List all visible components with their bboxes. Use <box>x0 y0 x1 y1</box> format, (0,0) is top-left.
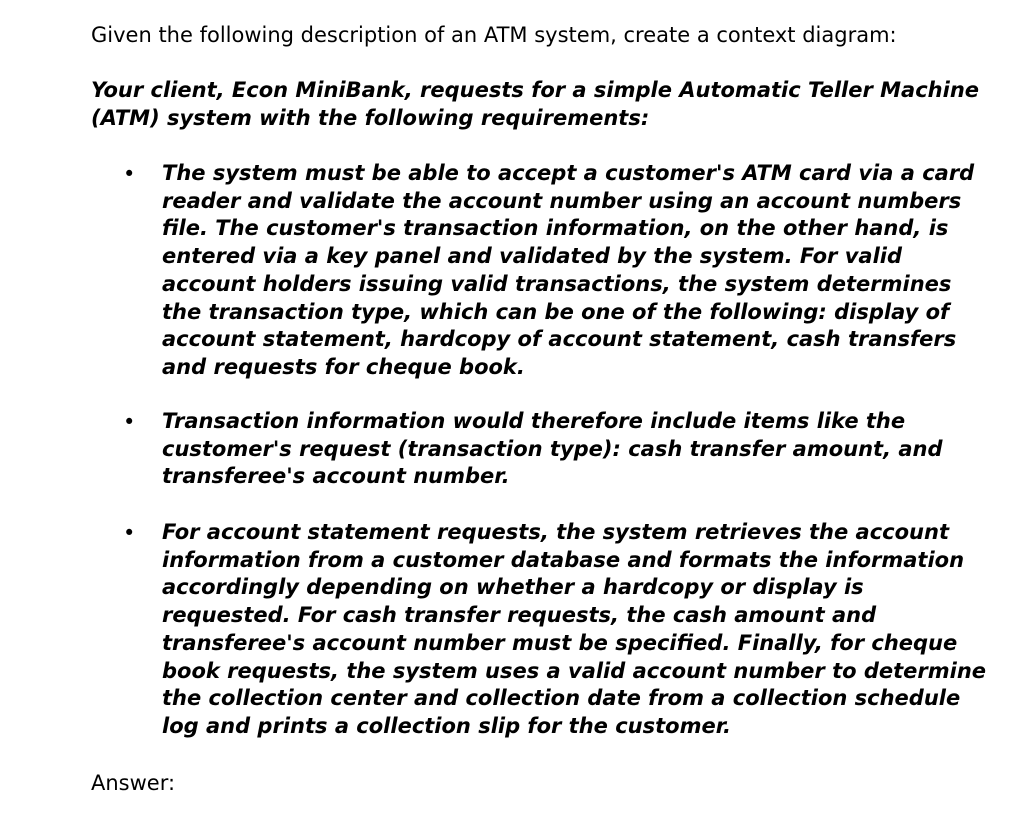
requirement-text: Transaction information would therefore include items like the customer's request (transaction type): cash transfer amount, and transferee's account number. <box>162 409 943 489</box>
client-intro: Your client, Econ MiniBank, requests for a simple Automatic Teller Machine (ATM) system with the following requirements: <box>91 78 980 130</box>
bullet-icon: • <box>123 410 136 434</box>
question-prompt: Given the following description of an ATM system, create a context diagram: <box>91 23 897 47</box>
bullet-icon: • <box>123 521 136 545</box>
requirement-text: For account statement requests, the system retrieves the account information from a customer database and formats the information accordingly depending on whether a hardcopy or display is requested. For cash transfer requests, the cash amount and transferee's account number must be specified. Finally, for cheque book requests, the system uses a valid account number to determine the collection center and collection date from a collection schedule log and prints a collection slip for the customer. <box>162 520 987 738</box>
answer-label: Answer: <box>91 771 176 795</box>
requirement-text: The system must be able to accept a customer's ATM card via a card reader and validate the account number using an account numbers file. The customer's transaction information, on the other hand, is entered via a key panel and validated by the system. For valid account holders issuing valid transactions, the system determines the transaction type, which can be one of the following: display of account statement, hardcopy of account statement, cash transfers and requests for cheque book. <box>162 161 975 379</box>
bullet-icon: • <box>123 162 136 186</box>
